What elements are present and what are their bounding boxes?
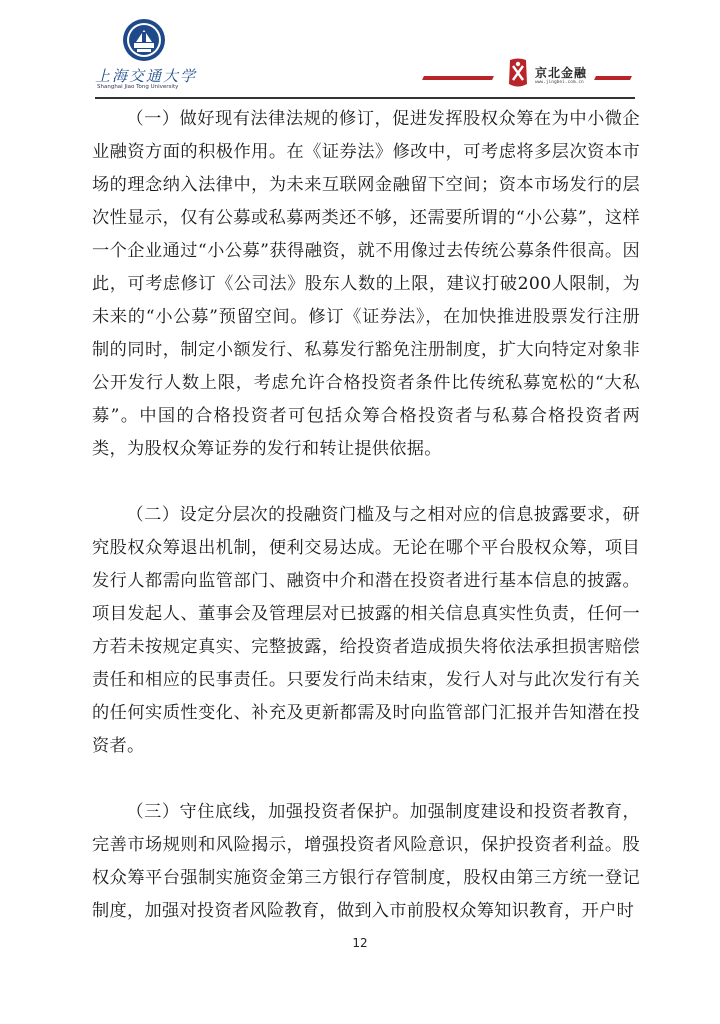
header-divider: [95, 97, 635, 99]
sjtu-name-en: Shanghai Jiao Tong University: [97, 84, 179, 90]
jingbei-emblem-icon: [507, 58, 529, 88]
page-header: [0, 0, 720, 100]
decorative-bar-right: [594, 76, 632, 80]
page-number: 12: [352, 936, 368, 950]
paragraph-spacer: [92, 763, 640, 796]
sjtu-emblem-icon: [122, 18, 166, 62]
jingbei-url: www.jingbei.com.cn: [535, 80, 584, 85]
sjtu-name-cn: 上海交通大学: [95, 67, 198, 85]
jingbei-name: 京北金融: [535, 66, 588, 80]
decorative-bar-left: [422, 76, 494, 80]
paragraph-3: （三）守住底线，加强投资者保护。加强制度建设和投资者教育，完善市场规则和风险揭示，增强投资者风险意识，保护投资者利益。股权众筹平台强制实施资金第三方银行存管制度，股权由第三方统一登记制度，加强对投资者风险教育，做到入市前股权众筹知识教育，开户时: [92, 802, 640, 921]
paragraph-spacer: [92, 466, 640, 499]
paragraph-1: （一）做好现有法律法规的修订，促进发挥股权众筹在为中小微企业融资方面的积极作用。在《证券法》修改中，可考虑将多层次资本市场的理念纳入法律中，为未来互联网金融留下空间；资本市场发行的层次性显示，仅有公募或私募两类还不够，还需要所谓的“小公募”，这样一个企业通过“小公募”获得融资，就不用像过去传统公募条件很高。因此，可考虑修订《公司法》股东人数的上限，建议打破200人限制，为未来的“小公募”预留空间。修订《证券法》，在加快推进股票发行注册制的同时，制定小额发行、私募发行豁免注册制度，扩大向特定对象非公开发行人数上限，考虑允许合格投资者条件比传统私募宽松的“大私募”。中国的合格投资者可包括众筹合格投资者与私募合格投资者两类，为股权众筹证券的发行和转让提供依据。: [92, 109, 640, 459]
sjtu-logo: [95, 18, 205, 98]
document-body: [92, 103, 640, 928]
paragraph-2: （二）设定分层次的投融资门槛及与之相对应的信息披露要求，研究股权众筹退出机制，便利交易达成。无论在哪个平台股权众筹，项目发行人都需向监管部门、融资中介和潜在投资者进行基本信息的披露。项目发起人、董事会及管理层对已披露的相关信息真实性负责，任何一方若未按规定真实、完整披露，给投资者造成损失将依法承担损害赔偿责任和相应的民事责任。只要发行尚未结束，发行人对与此次发行有关的任何实质性变化、补充及更新都需及时向监管部门汇报并告知潜在投资者。: [92, 505, 640, 756]
